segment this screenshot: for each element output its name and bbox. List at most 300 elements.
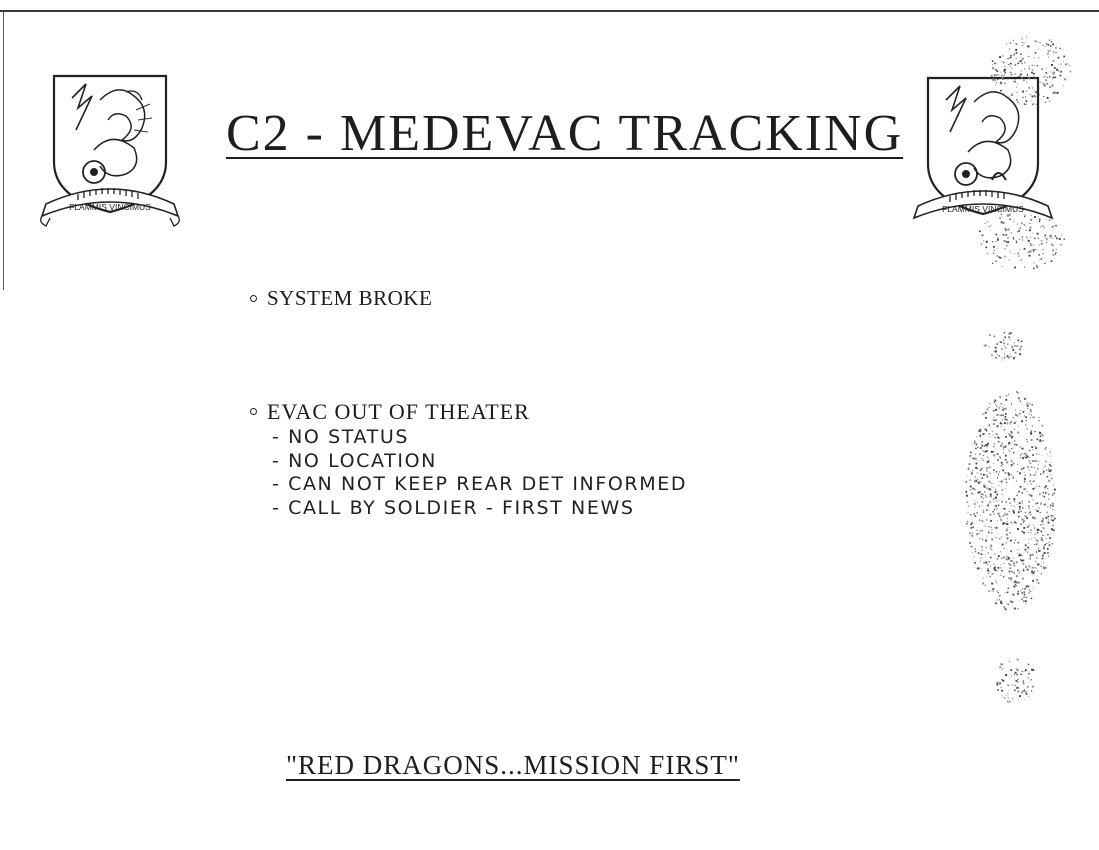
- noise-dot: [1001, 465, 1002, 466]
- noise-dot: [979, 538, 980, 539]
- noise-dot: [1025, 457, 1027, 459]
- noise-dot: [1022, 492, 1023, 493]
- noise-dot: [1006, 395, 1008, 397]
- noise-dot: [986, 467, 988, 469]
- noise-dot: [982, 450, 983, 451]
- noise-dot: [1031, 572, 1033, 574]
- noise-dot: [1002, 663, 1003, 664]
- noise-dot: [978, 492, 980, 494]
- noise-dot: [996, 537, 997, 538]
- noise-dot: [1015, 584, 1016, 585]
- noise-dot: [1021, 501, 1022, 502]
- noise-dot: [1015, 413, 1016, 414]
- noise-dot: [1029, 66, 1030, 67]
- noise-dot: [1012, 605, 1013, 606]
- noise-dot: [1043, 535, 1044, 536]
- noise-dot: [1008, 442, 1010, 444]
- noise-dot: [1039, 461, 1040, 462]
- noise-dot: [993, 498, 995, 500]
- noise-dot: [972, 552, 973, 553]
- noise-dot: [1004, 355, 1005, 356]
- noise-dot: [982, 494, 983, 495]
- noise-dot: [1013, 447, 1014, 448]
- bullet-item: [250, 286, 432, 311]
- noise-dot: [1006, 43, 1007, 44]
- noise-dot: [1017, 691, 1019, 693]
- noise-dot: [999, 355, 1001, 357]
- noise-dot: [1007, 592, 1009, 594]
- noise-dot: [988, 553, 989, 554]
- noise-dot: [995, 490, 997, 492]
- noise-dot: [1051, 519, 1052, 520]
- noise-dot: [1014, 565, 1016, 567]
- noise-dot: [1005, 416, 1007, 418]
- noise-dot: [1025, 424, 1026, 425]
- noise-dot: [1025, 671, 1026, 672]
- noise-dot: [1035, 52, 1037, 54]
- noise-dot: [973, 457, 975, 459]
- noise-dot: [996, 434, 998, 436]
- noise-dot: [970, 471, 971, 472]
- noise-dot: [1007, 344, 1009, 346]
- noise-dot: [983, 460, 984, 461]
- noise-dot: [993, 502, 994, 503]
- noise-dot: [1009, 661, 1010, 662]
- noise-dot: [1037, 468, 1039, 470]
- noise-dot: [1016, 680, 1018, 682]
- noise-dot: [1008, 444, 1009, 445]
- noise-dot: [1003, 576, 1004, 577]
- noise-dot: [1001, 679, 1002, 680]
- noise-dot: [997, 682, 999, 684]
- noise-dot: [999, 456, 1000, 457]
- noise-dot: [1014, 582, 1016, 584]
- noise-dot: [1012, 601, 1014, 603]
- noise-dot: [998, 515, 1000, 517]
- noise-dot: [976, 512, 978, 514]
- noise-dot: [1002, 664, 1003, 665]
- noise-dot: [1036, 41, 1037, 42]
- noise-dot: [1005, 337, 1006, 338]
- noise-dot: [1036, 552, 1037, 553]
- noise-dot: [1044, 496, 1045, 497]
- noise-dot: [1010, 550, 1011, 551]
- noise-dot: [989, 433, 991, 435]
- noise-dot: [1018, 549, 1019, 550]
- noise-dot: [982, 550, 983, 551]
- noise-dot: [1015, 421, 1016, 422]
- noise-dot: [1025, 516, 1027, 518]
- noise-dot: [1037, 65, 1039, 67]
- noise-dot: [993, 591, 994, 592]
- noise-dot: [989, 407, 990, 408]
- noise-dot: [1011, 431, 1013, 433]
- noise-dot: [1024, 594, 1026, 596]
- noise-dot: [999, 56, 1001, 58]
- noise-dot: [1022, 45, 1023, 46]
- noise-dot: [986, 537, 987, 538]
- noise-dot: [968, 505, 969, 506]
- noise-dot: [1022, 555, 1023, 556]
- noise-dot: [1024, 488, 1026, 490]
- noise-dot: [1024, 248, 1026, 250]
- noise-dot: [1012, 441, 1013, 442]
- noise-dot: [1009, 478, 1010, 479]
- noise-dot: [987, 457, 988, 458]
- noise-dot: [1041, 243, 1043, 245]
- noise-dot: [1024, 475, 1026, 477]
- noise-dot: [1039, 454, 1040, 455]
- noise-dot: [997, 437, 999, 439]
- noise-dot: [1036, 568, 1037, 569]
- noise-dot: [977, 479, 978, 480]
- noise-dot: [1008, 557, 1009, 558]
- noise-dot: [991, 549, 992, 550]
- noise-dot: [989, 473, 991, 475]
- noise-dot: [1023, 560, 1024, 562]
- noise-dot: [1002, 409, 1004, 411]
- noise-dot: [1018, 426, 1019, 427]
- noise-dot: [974, 503, 976, 505]
- noise-dot: [1019, 508, 1020, 509]
- noise-dot: [1001, 423, 1002, 424]
- noise-dot: [1010, 435, 1012, 437]
- noise-dot: [1029, 590, 1030, 591]
- noise-dot: [971, 535, 973, 537]
- noise-dot: [988, 531, 990, 533]
- noise-dot: [1021, 38, 1022, 39]
- noise-dot: [1011, 448, 1012, 449]
- noise-dot: [974, 489, 975, 490]
- noise-dot: [996, 414, 998, 416]
- noise-dot: [970, 486, 972, 488]
- noise-dot: [1042, 554, 1044, 556]
- noise-dot: [1043, 567, 1044, 568]
- noise-dot: [1038, 583, 1039, 584]
- noise-dot: [1005, 399, 1007, 401]
- noise-dot: [1031, 446, 1033, 448]
- noise-dot: [1003, 340, 1004, 341]
- noise-dot: [1041, 258, 1042, 259]
- noise-dot: [1019, 572, 1020, 573]
- crest-left-scroll-text: FLAMMIS VINCIMUS: [69, 202, 151, 212]
- top-border-line: [0, 10, 1099, 12]
- noise-dot: [1016, 582, 1018, 584]
- noise-dot: [1043, 527, 1045, 529]
- noise-dot: [1019, 695, 1021, 697]
- noise-dot: [994, 400, 996, 402]
- noise-dot: [989, 503, 990, 504]
- noise-dot: [986, 461, 987, 462]
- noise-dot: [1044, 263, 1045, 264]
- noise-dot: [1001, 348, 1003, 350]
- noise-dot: [1033, 475, 1034, 476]
- noise-dot: [1024, 690, 1025, 691]
- noise-dot: [1016, 52, 1018, 54]
- noise-dot: [976, 443, 977, 444]
- noise-dot: [1005, 436, 1007, 438]
- noise-dot: [1011, 464, 1013, 466]
- noise-dot: [1049, 39, 1051, 41]
- noise-dot: [1001, 520, 1002, 521]
- noise-dot: [994, 564, 995, 565]
- noise-dot: [1014, 64, 1016, 66]
- noise-dot: [991, 451, 993, 453]
- noise-dot: [981, 441, 982, 442]
- noise-dot: [1028, 68, 1029, 69]
- noise-dot: [969, 533, 970, 534]
- noise-dot: [1011, 551, 1012, 552]
- noise-dot: [1060, 71, 1062, 73]
- noise-dot: [984, 486, 986, 488]
- noise-dot: [1038, 464, 1039, 465]
- noise-dot: [1039, 564, 1040, 565]
- noise-dot: [1006, 245, 1007, 246]
- noise-dot: [1014, 674, 1015, 675]
- noise-dot: [1018, 392, 1019, 393]
- noise-dot: [1050, 505, 1051, 506]
- noise-dot: [1037, 529, 1039, 531]
- noise-dot: [967, 475, 968, 476]
- noise-dot: [978, 567, 980, 569]
- noise-dot: [1024, 453, 1025, 454]
- noise-dot: [1010, 339, 1011, 340]
- noise-dot: [1037, 532, 1039, 534]
- noise-dot: [968, 468, 969, 469]
- noise-dot: [994, 491, 996, 493]
- noise-dot: [1016, 504, 1017, 505]
- noise-dot: [973, 527, 974, 528]
- noise-dot: [981, 546, 982, 547]
- sub-item: - CALL BY SOLDIER - FIRST NEWS: [272, 496, 635, 519]
- noise-dot: [1050, 45, 1052, 47]
- noise-dot: [1051, 528, 1053, 530]
- noise-dot: [975, 454, 976, 455]
- noise-dot: [1000, 422, 1001, 423]
- noise-dot: [1032, 65, 1033, 66]
- noise-dot: [997, 599, 998, 600]
- noise-dot: [1053, 254, 1055, 256]
- noise-dot: [979, 435, 981, 437]
- noise-dot: [1037, 510, 1039, 512]
- noise-dot: [1034, 467, 1035, 468]
- noise-dot: [1004, 408, 1006, 410]
- noise-dot: [1011, 56, 1012, 57]
- noise-dot: [1002, 358, 1003, 359]
- noise-dot: [1025, 669, 1027, 671]
- noise-dot: [1055, 252, 1057, 254]
- noise-dot: [1011, 551, 1012, 552]
- noise-dot: [994, 553, 995, 554]
- bullet-item: [250, 399, 530, 425]
- noise-dot: [987, 461, 989, 463]
- noise-dot: [1008, 449, 1009, 450]
- noise-dot: [1016, 585, 1017, 586]
- noise-dot: [1036, 249, 1037, 250]
- noise-dot: [977, 436, 978, 437]
- noise-dot: [1003, 452, 1004, 453]
- noise-dot: [1009, 527, 1010, 528]
- noise-dot: [980, 429, 982, 431]
- noise-dot: [973, 459, 974, 460]
- noise-dot: [968, 468, 969, 469]
- noise-dot: [1022, 690, 1024, 692]
- noise-dot: [974, 442, 976, 444]
- noise-dot: [1060, 75, 1062, 77]
- noise-dot: [1024, 398, 1026, 400]
- noise-dot: [1041, 538, 1043, 540]
- noise-dot: [997, 459, 999, 461]
- unit-motto: "RED DRAGONS...MISSION FIRST": [286, 750, 740, 780]
- noise-dot: [989, 576, 991, 578]
- noise-dot: [1009, 259, 1010, 260]
- noise-dot: [994, 509, 995, 510]
- noise-dot: [1002, 407, 1003, 408]
- noise-dot: [1048, 499, 1049, 500]
- noise-dot: [1052, 503, 1053, 504]
- noise-dot: [1034, 571, 1035, 572]
- noise-dot: [1045, 46, 1046, 47]
- noise-dot: [1045, 492, 1047, 494]
- noise-dot: [1002, 360, 1003, 361]
- noise-dot: [1035, 561, 1036, 562]
- noise-dot: [1025, 691, 1027, 693]
- noise-dot: [1012, 349, 1014, 351]
- noise-dot: [994, 487, 995, 488]
- noise-dot: [1037, 571, 1038, 572]
- noise-dot: [991, 583, 993, 585]
- noise-dot: [1014, 253, 1015, 254]
- noise-dot: [1003, 404, 1004, 405]
- noise-dot: [1037, 564, 1039, 566]
- sub-item: - CAN NOT KEEP REAR DET INFORMED: [272, 473, 688, 495]
- noise-dot: [1052, 504, 1054, 506]
- noise-dot: [1010, 564, 1012, 566]
- noise-dot: [1032, 567, 1034, 569]
- noise-dot: [1002, 669, 1003, 670]
- noise-dot: [1004, 548, 1005, 549]
- noise-dot: [990, 482, 991, 483]
- noise-dot: [1016, 674, 1017, 675]
- noise-dot: [1042, 555, 1044, 557]
- noise-dot: [1047, 552, 1048, 553]
- noise-dot: [1027, 547, 1029, 549]
- noise-dot: [1027, 466, 1029, 468]
- noise-dot: [1029, 558, 1031, 560]
- noise-dot: [1058, 64, 1059, 65]
- noise-dot: [1025, 600, 1027, 602]
- noise-dot: [1020, 53, 1022, 55]
- noise-dot: [1026, 603, 1027, 604]
- noise-dot: [974, 501, 975, 502]
- noise-dot: [1007, 422, 1008, 423]
- noise-dot: [1035, 447, 1037, 449]
- noise-dot: [1029, 414, 1030, 415]
- noise-dot: [975, 515, 977, 517]
- noise-dot: [1035, 40, 1037, 42]
- noise-dot: [1005, 543, 1006, 544]
- noise-dot: [1009, 356, 1010, 357]
- noise-dot: [997, 255, 999, 257]
- noise-dot: [1047, 53, 1048, 54]
- noise-dot: [971, 527, 973, 529]
- noise-dot: [1052, 245, 1054, 247]
- noise-dot: [1058, 57, 1060, 59]
- noise-dot: [1006, 461, 1008, 463]
- noise-dot: [1021, 468, 1023, 470]
- noise-dot: [987, 443, 989, 445]
- noise-dot: [1010, 601, 1012, 603]
- noise-dot: [1043, 548, 1045, 550]
- noise-dot: [1016, 58, 1017, 59]
- noise-dot: [975, 467, 977, 469]
- noise-dot: [989, 561, 990, 562]
- noise-dot: [1032, 449, 1033, 450]
- noise-dot: [1045, 517, 1047, 519]
- noise-dot: [1022, 59, 1024, 61]
- noise-dot: [1038, 57, 1039, 58]
- noise-dot: [1008, 558, 1009, 559]
- noise-dot: [1033, 268, 1035, 270]
- noise-dot: [1008, 473, 1010, 475]
- sub-item: - NO LOCATION: [272, 449, 437, 472]
- noise-dot: [972, 488, 973, 489]
- noise-dot: [983, 511, 985, 513]
- noise-dot: [1031, 669, 1033, 671]
- noise-dot: [1019, 342, 1020, 343]
- noise-dot: [1025, 416, 1027, 418]
- noise-dot: [1004, 429, 1005, 430]
- noise-dot: [1014, 608, 1016, 610]
- noise-dot: [1023, 569, 1024, 570]
- noise-dot: [1011, 579, 1012, 580]
- slide-title: C2 - MEDEVAC TRACKING: [226, 105, 904, 162]
- noise-dot: [1032, 249, 1033, 250]
- noise-dot: [988, 425, 989, 426]
- noise-dot: [973, 514, 974, 515]
- noise-dot: [1009, 564, 1010, 565]
- noise-dot: [985, 485, 986, 486]
- noise-dot: [975, 506, 976, 507]
- noise-dot: [1037, 439, 1039, 441]
- noise-dot: [990, 489, 992, 491]
- noise-dot: [1056, 69, 1058, 71]
- crest-right-icon: [906, 70, 1056, 242]
- noise-dot: [1000, 519, 1001, 520]
- noise-dot: [1030, 244, 1032, 246]
- noise-dot: [1048, 468, 1050, 470]
- noise-dot: [1004, 345, 1005, 346]
- noise-dot: [1017, 345, 1018, 346]
- noise-dot: [1014, 499, 1015, 500]
- noise-dot: [1026, 693, 1028, 695]
- noise-dot: [996, 508, 997, 509]
- noise-dot: [980, 473, 982, 475]
- noise-dot: [1025, 549, 1027, 551]
- noise-dot: [982, 445, 984, 447]
- noise-dot: [1019, 582, 1020, 583]
- noise-dot: [1032, 669, 1034, 671]
- noise-dot: [1022, 531, 1024, 533]
- noise-dot: [1041, 566, 1043, 568]
- noise-dot: [1004, 508, 1006, 510]
- noise-dot: [1065, 63, 1067, 65]
- noise-dot: [1004, 523, 1005, 524]
- noise-dot: [1026, 517, 1028, 519]
- noise-dot: [1003, 563, 1004, 564]
- noise-dot: [981, 458, 982, 459]
- noise-dot: [1010, 42, 1011, 43]
